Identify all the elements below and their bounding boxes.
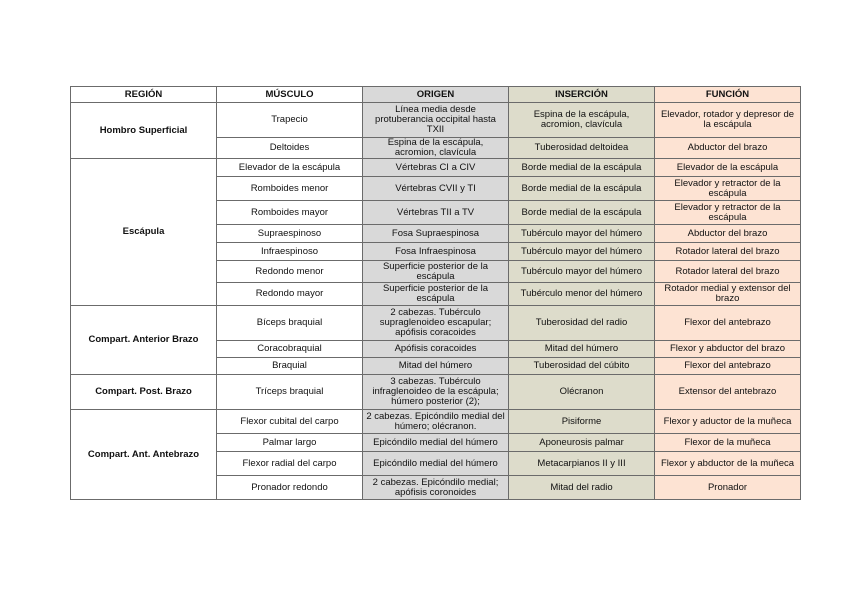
header-insertion: INSERCIÓN [509,87,655,103]
origin-cell: Superficie posterior de la escápula [363,283,509,306]
insertion-cell: Tuberosidad del radio [509,306,655,341]
insertion-cell: Tuberosidad deltoidea [509,138,655,159]
insertion-cell: Metacarpianos II y III [509,452,655,476]
origin-cell: 2 cabezas. Epicóndilo medial del húmero; olécranon. [363,410,509,434]
function-cell: Flexor y abductor de la muñeca [655,452,801,476]
insertion-cell: Mitad del radio [509,476,655,500]
origin-cell: Línea media desde protuberancia occipital hasta TXII [363,103,509,138]
muscle-cell: Coracobraquial [217,341,363,358]
table-row [71,375,801,410]
muscle-cell: Deltoides [217,138,363,159]
origin-cell: 2 cabezas. Epicóndilo medial; apófisis coronoides [363,476,509,500]
function-cell: Flexor y abductor del brazo [655,341,801,358]
function-cell: Elevador de la escápula [655,159,801,177]
origin-cell: 2 cabezas. Tubérculo supraglenoideo escapular; apófisis coracoides [363,306,509,341]
muscle-cell: Flexor cubital del carpo [217,410,363,434]
header-muscle: MÚSCULO [217,87,363,103]
origin-cell: Apófisis coracoides [363,341,509,358]
insertion-cell: Olécranon [509,375,655,410]
function-cell: Flexor de la muñeca [655,434,801,452]
muscle-cell: Redondo mayor [217,283,363,306]
muscle-cell: Tríceps braquial [217,375,363,410]
origin-cell: Epicóndilo medial del húmero [363,452,509,476]
insertion-cell: Borde medial de la escápula [509,177,655,201]
table-body [71,103,801,500]
origin-cell: Epicóndilo medial del húmero [363,434,509,452]
origin-cell: Vértebras TII a TV [363,201,509,225]
origin-cell: 3 cabezas. Tubérculo infraglenoideo de la escápula; húmero posterior (2); [363,375,509,410]
muscle-cell: Romboides mayor [217,201,363,225]
region-cell: Compart. Post. Brazo [71,375,217,410]
muscle-cell: Romboides menor [217,177,363,201]
table-row [71,306,801,341]
muscle-cell: Elevador de la escápula [217,159,363,177]
insertion-cell: Espina de la escápula, acromion, clavícula [509,103,655,138]
table-row [71,103,801,138]
insertion-cell: Tuberosidad del cúbito [509,358,655,375]
function-cell: Elevador y retractor de la escápula [655,201,801,225]
insertion-cell: Borde medial de la escápula [509,201,655,225]
function-cell: Elevador, rotador y depresor de la escápula [655,103,801,138]
header-origin: ORIGEN [363,87,509,103]
function-cell: Rotador lateral del brazo [655,243,801,261]
insertion-cell: Tubérculo menor del húmero [509,283,655,306]
muscle-cell: Palmar largo [217,434,363,452]
table-row [71,410,801,434]
table-row [71,159,801,177]
region-cell: Compart. Anterior Brazo [71,306,217,375]
origin-cell: Fosa Supraespinosa [363,225,509,243]
function-cell: Flexor y aductor de la muñeca [655,410,801,434]
function-cell: Extensor del antebrazo [655,375,801,410]
insertion-cell: Tubérculo mayor del húmero [509,225,655,243]
origin-cell: Vértebras CVII y TI [363,177,509,201]
muscle-cell: Pronador redondo [217,476,363,500]
muscle-table [70,86,801,500]
origin-cell: Espina de la escápula, acromion, clavícula [363,138,509,159]
muscle-cell: Braquial [217,358,363,375]
muscle-cell: Flexor radial del carpo [217,452,363,476]
function-cell: Flexor del antebrazo [655,306,801,341]
insertion-cell: Tubérculo mayor del húmero [509,243,655,261]
region-cell: Hombro Superficial [71,103,217,159]
function-cell: Flexor del antebrazo [655,358,801,375]
insertion-cell: Borde medial de la escápula [509,159,655,177]
origin-cell: Superficie posterior de la escápula [363,261,509,283]
function-cell: Abductor del brazo [655,138,801,159]
insertion-cell: Tubérculo mayor del húmero [509,261,655,283]
origin-cell: Vértebras CI a CIV [363,159,509,177]
header-function: FUNCIÓN [655,87,801,103]
insertion-cell: Aponeurosis palmar [509,434,655,452]
muscle-cell: Trapecio [217,103,363,138]
function-cell: Elevador y retractor de la escápula [655,177,801,201]
region-cell: Compart. Ant. Antebrazo [71,410,217,500]
function-cell: Abductor del brazo [655,225,801,243]
muscle-cell: Infraespinoso [217,243,363,261]
origin-cell: Fosa Infraespinosa [363,243,509,261]
function-cell: Rotador medial y extensor del brazo [655,283,801,306]
region-cell: Escápula [71,159,217,306]
header-row [71,87,801,103]
muscle-cell: Bíceps braquial [217,306,363,341]
insertion-cell: Pisiforme [509,410,655,434]
muscle-cell: Redondo menor [217,261,363,283]
header-region: REGIÓN [71,87,217,103]
muscle-cell: Supraespinoso [217,225,363,243]
function-cell: Rotador lateral del brazo [655,261,801,283]
origin-cell: Mitad del húmero [363,358,509,375]
function-cell: Pronador [655,476,801,500]
insertion-cell: Mitad del húmero [509,341,655,358]
